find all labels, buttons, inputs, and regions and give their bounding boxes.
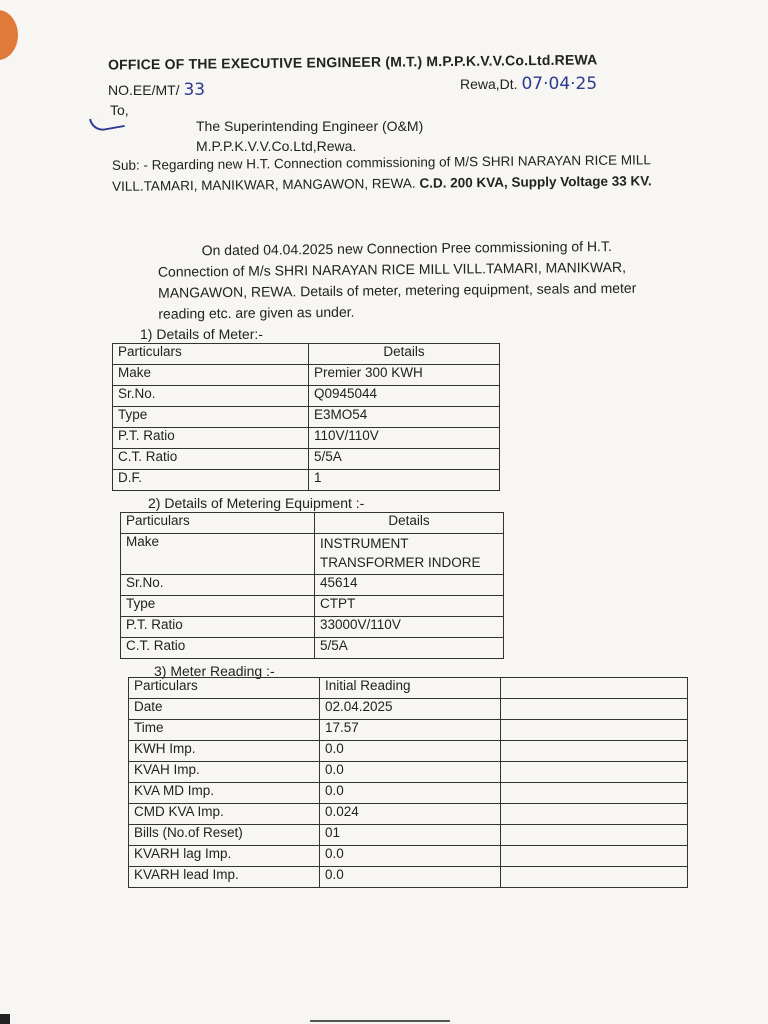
table-row — [129, 867, 688, 888]
table-cell: KVA MD Imp. — [129, 783, 320, 804]
meter-reading-table — [128, 677, 688, 888]
table-row — [129, 699, 688, 720]
table-row — [113, 386, 500, 407]
table-row — [113, 365, 500, 386]
table-row — [121, 638, 504, 659]
table-cell: Date — [129, 699, 320, 720]
table-cell — [501, 741, 688, 762]
table-cell: 33000V/110V — [315, 617, 504, 638]
reading-section-title: 3) Meter Reading :- — [154, 663, 275, 679]
table-cell — [501, 846, 688, 867]
body-first-line: On dated 04.04.2025 new Connection Pree commissioning of H.T. — [201, 237, 612, 259]
table-cell: CTPT — [315, 596, 504, 617]
table-row — [121, 575, 504, 596]
table-row — [129, 720, 688, 741]
addressee-line2: M.P.P.K.V.V.Co.Ltd,Rewa. — [196, 138, 357, 154]
subject-text: Sub: - Regarding new H.T. Connection commissioning of M/S SHRI NARAYAN RICE MILL VILL.TAMARI, MANIKWAR, MANGAWON, REWA. — [111, 152, 651, 194]
scan-edge-mark — [0, 1014, 10, 1024]
table-cell: 5/5A — [309, 449, 500, 470]
table-cell: 0.0 — [320, 846, 501, 867]
table-cell: 45614 — [315, 575, 504, 596]
subject — [112, 149, 672, 197]
table-row — [129, 846, 688, 867]
header-cell: Details — [309, 344, 500, 365]
table-cell: Sr.No. — [113, 386, 309, 407]
body-rest: Connection of M/s SHRI NARAYAN RICE MILL VILL.TAMARI, MANIKWAR, MANGAWON, REWA. Details of meter, metering equipment, seals and meter reading etc. are given as under. — [157, 258, 637, 322]
table-row — [113, 428, 500, 449]
table-cell: Type — [113, 407, 309, 428]
to-label: To, — [110, 102, 129, 118]
table-cell — [501, 867, 688, 888]
table-cell: 0.024 — [320, 804, 501, 825]
table-cell: C.T. Ratio — [113, 449, 309, 470]
table-cell: 0.0 — [320, 867, 501, 888]
table-cell: 0.0 — [320, 783, 501, 804]
table-cell: KVARH lead Imp. — [129, 867, 320, 888]
table-cell: Make — [113, 365, 309, 386]
table-row — [129, 741, 688, 762]
table-row — [129, 783, 688, 804]
table-cell: Bills (No.of Reset) — [129, 825, 320, 846]
ref-prefix: NO.EE/MT/ — [108, 82, 180, 98]
table-cell: P.T. Ratio — [113, 428, 309, 449]
equipment-section-title: 2) Details of Metering Equipment :- — [148, 495, 365, 511]
table-cell: 0.0 — [320, 741, 501, 762]
reference-number — [108, 80, 205, 100]
table-row — [129, 825, 688, 846]
table-row — [121, 596, 504, 617]
place-date — [460, 74, 597, 94]
table-cell: 1 — [309, 470, 500, 491]
table-row — [113, 407, 500, 428]
table-row — [129, 762, 688, 783]
place-date-prefix: Rewa,Dt. — [460, 76, 518, 92]
date-handwritten: 07·04·25 — [521, 74, 598, 94]
header-cell: Particulars — [113, 344, 309, 365]
table-cell: Premier 300 KWH — [309, 365, 500, 386]
table-cell: 01 — [320, 825, 501, 846]
table-row — [113, 470, 500, 491]
table-row — [121, 534, 504, 575]
scan-bottom-line — [310, 1020, 450, 1022]
table-cell: C.T. Ratio — [121, 638, 315, 659]
table-row — [129, 804, 688, 825]
table-cell: CMD KVA Imp. — [129, 804, 320, 825]
table-header-row — [129, 678, 688, 699]
table-cell: 110V/110V — [309, 428, 500, 449]
table-cell: KVAH Imp. — [129, 762, 320, 783]
ref-number-handwritten: 33 — [183, 80, 206, 100]
subject-bold-voltage: Supply Voltage 33 KV. — [511, 173, 652, 190]
header-cell — [501, 678, 688, 699]
table-cell — [501, 804, 688, 825]
addressee-line1: The Superintending Engineer (O&M) — [196, 118, 424, 134]
header-cell: Details — [315, 513, 504, 534]
table-cell: P.T. Ratio — [121, 617, 315, 638]
table-cell: 0.0 — [320, 762, 501, 783]
table-row — [113, 449, 500, 470]
metering-equipment-table — [120, 512, 504, 659]
table-header-row — [121, 513, 504, 534]
table-cell — [501, 825, 688, 846]
body-paragraph — [158, 235, 679, 324]
table-row — [121, 617, 504, 638]
subject-bold-cd: C.D. 200 KVA, — [419, 174, 508, 191]
meter-section-title: 1) Details of Meter:- — [140, 326, 263, 342]
table-cell: Make — [121, 534, 315, 575]
table-cell: INSTRUMENT TRANSFORMER INDORE — [315, 534, 504, 575]
table-cell: Q0945044 — [309, 386, 500, 407]
table-cell — [501, 720, 688, 741]
table-cell: E3MO54 — [309, 407, 500, 428]
handwritten-tick-mark — [89, 113, 125, 133]
office-header: OFFICE OF THE EXECUTIVE ENGINEER (M.T.) M.P.P.K.V.V.Co.Ltd.REWA — [107, 51, 598, 73]
table-cell: Type — [121, 596, 315, 617]
table-cell: KWH Imp. — [129, 741, 320, 762]
table-header-row — [113, 344, 500, 365]
table-cell — [501, 783, 688, 804]
table-cell: 17.57 — [320, 720, 501, 741]
table-cell: Sr.No. — [121, 575, 315, 596]
header-cell: Particulars — [121, 513, 315, 534]
table-cell: D.F. — [113, 470, 309, 491]
table-cell — [501, 762, 688, 783]
table-cell: KVARH lag Imp. — [129, 846, 320, 867]
meter-details-table — [112, 343, 500, 491]
table-cell: 02.04.2025 — [320, 699, 501, 720]
table-cell — [501, 699, 688, 720]
header-cell: Particulars — [129, 678, 320, 699]
table-cell: Time — [129, 720, 320, 741]
table-cell: 5/5A — [315, 638, 504, 659]
edge-stain — [0, 10, 18, 60]
header-cell: Initial Reading — [320, 678, 501, 699]
